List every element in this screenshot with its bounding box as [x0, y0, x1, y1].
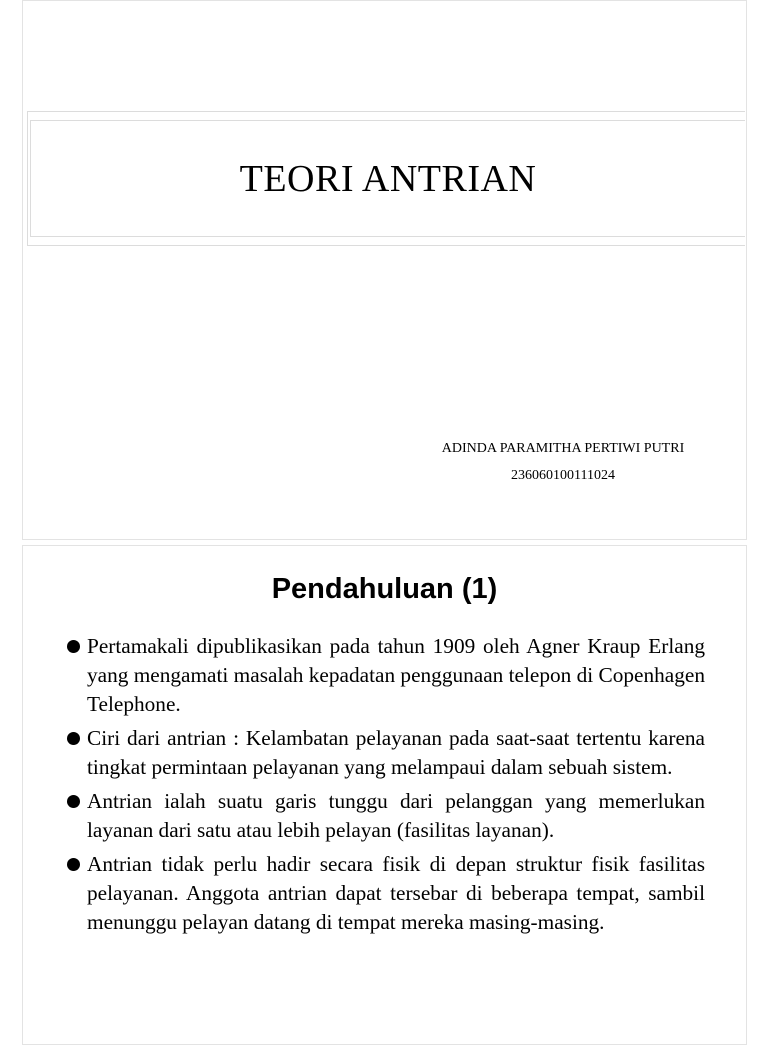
bullet-dot-icon	[67, 732, 80, 745]
author-id: 236060100111024	[511, 468, 615, 483]
bullet-dot-icon	[67, 795, 80, 808]
bullet-item	[86, 724, 705, 782]
author-name: ADINDA PARAMITHA PERTIWI PUTRI	[441, 441, 685, 456]
title-frame-inner	[30, 120, 745, 237]
bullet-item	[86, 787, 705, 845]
bullet-list	[86, 632, 705, 942]
intro-slide	[22, 545, 747, 1045]
slide-title: TEORI ANTRIAN	[239, 157, 537, 200]
bullet-text: Antrian ialah suatu garis tunggu dari pelanggan yang memerlukan layanan dari satu atau lebih pelayan (fasilitas layanan).	[87, 789, 705, 842]
bullet-text: Ciri dari antrian : Kelambatan pelayanan pada saat-saat tertentu karena tingkat permintaan pelayanan yang melampaui dalam sebuah sistem.	[87, 726, 705, 779]
bullet-dot-icon	[67, 858, 80, 871]
bullet-text: Pertamakali dipublikasikan pada tahun 1909 oleh Agner Kraup Erlang yang mengamati masalah kepadatan penggunaan telepon di Copenhagen Telephone.	[87, 634, 705, 716]
bullet-item	[86, 850, 705, 937]
bullet-item	[86, 632, 705, 719]
author-block	[423, 435, 703, 489]
title-frame	[27, 111, 745, 246]
bullet-dot-icon	[67, 640, 80, 653]
bullet-text: Antrian tidak perlu hadir secara fisik di depan struktur fisik fasilitas pelayanan. Anggota antrian dapat tersebar di beberapa tempat, sambil menunggu pelayan datang di tempat mereka masing-masing.	[87, 852, 705, 934]
slide-heading: Pendahuluan (1)	[271, 573, 498, 605]
title-slide	[22, 0, 747, 540]
